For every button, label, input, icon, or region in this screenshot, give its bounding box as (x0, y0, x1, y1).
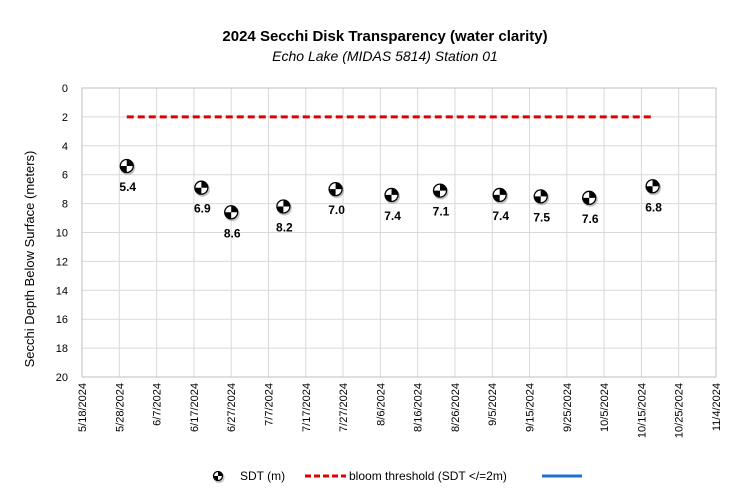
data-label: 8.2 (276, 220, 293, 235)
x-tick-label: 10/15/2024 (636, 383, 649, 439)
x-tick-label: 9/25/2024 (561, 383, 574, 432)
data-label: 8.6 (223, 226, 241, 241)
y-axis-label: Secchi Depth Below Surface (meters) (22, 150, 37, 368)
data-label: 7.4 (492, 208, 510, 223)
y-tick-label: 0 (61, 83, 68, 95)
y-tick-label: 14 (55, 285, 68, 298)
chart-title: 2024 Secchi Disk Transparency (water clarity) (222, 28, 548, 45)
x-tick-label: 5/18/2024 (77, 383, 89, 432)
legend-sdt-label: SDT (m) (240, 469, 286, 483)
data-label: 5.4 (119, 180, 137, 195)
x-tick-label: 5/28/2024 (114, 383, 127, 432)
legend (214, 469, 583, 483)
x-tick-label: 7/27/2024 (338, 383, 351, 432)
x-tick-label: 6/27/2024 (226, 383, 239, 432)
x-tick-label: 11/4/2024 (711, 383, 723, 432)
chart-subtitle: Echo Lake (MIDAS 5814) Station 01 (272, 48, 498, 64)
y-tick-label: 4 (61, 140, 68, 153)
x-tick-label: 8/6/2024 (375, 383, 388, 426)
y-tick-label: 10 (55, 227, 68, 240)
x-tick-label: 6/17/2024 (188, 383, 201, 432)
data-label: 6.8 (645, 200, 662, 215)
data-label: 7.5 (533, 210, 551, 225)
legend-sdt-marker (214, 472, 225, 484)
y-tick-label: 20 (55, 372, 68, 384)
y-tick-label: 12 (55, 256, 68, 269)
data-label: 6.9 (193, 201, 211, 216)
y-tick-label: 16 (55, 314, 68, 327)
x-tick-label: 10/25/2024 (673, 383, 686, 439)
legend-threshold-label: bloom threshold (SDT </=2m) (349, 469, 507, 483)
y-tick-label: 18 (55, 343, 68, 356)
data-label: 7.0 (328, 203, 345, 218)
x-tick-label: 9/15/2024 (524, 383, 537, 432)
x-tick-label: 10/5/2024 (599, 383, 612, 432)
data-label: 7.1 (432, 204, 450, 219)
x-tick-label: 7/7/2024 (263, 383, 276, 426)
x-tick-label: 9/5/2024 (487, 383, 500, 426)
data-label: 7.4 (384, 208, 401, 223)
y-tick-label: 8 (61, 198, 68, 211)
y-axis (56, 83, 68, 384)
y-tick-label: 2 (61, 111, 68, 124)
x-tick-label: 6/7/2024 (151, 383, 164, 426)
x-axis (77, 383, 723, 438)
data-label: 7.6 (581, 211, 599, 226)
x-tick-label: 8/16/2024 (412, 383, 425, 432)
x-tick-label: 8/26/2024 (449, 383, 462, 432)
x-tick-label: 7/17/2024 (300, 383, 313, 432)
y-tick-label: 6 (61, 169, 68, 182)
